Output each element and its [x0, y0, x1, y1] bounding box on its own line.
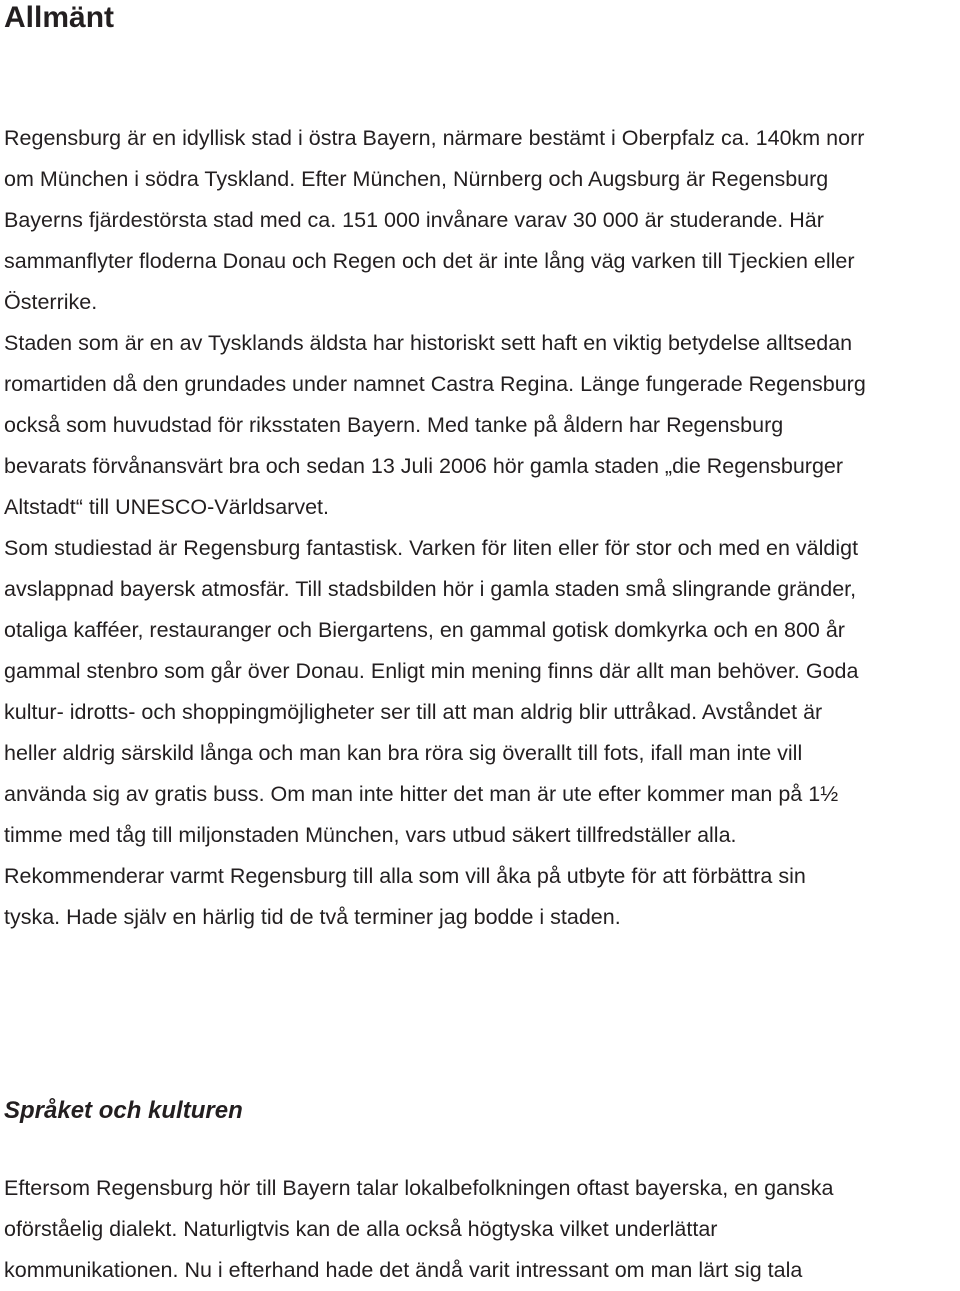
text-line: Österrike. [4, 290, 98, 314]
text-line: Altstadt“ till UNESCO-Världsarvet. [4, 495, 329, 519]
page-title: Allmänt [4, 1, 115, 34]
section-general-text [4, 118, 866, 938]
section-language-text [4, 1168, 833, 1291]
text-line: också som huvudstad för riksstaten Bayern. Med tanke på åldern har Regensburg [4, 413, 784, 437]
text-line: Regensburg är en idyllisk stad i östra Bayern, närmare bestämt i Oberpfalz ca. 140km norr [4, 126, 865, 150]
text-line: Staden som är en av Tysklands äldsta har historiskt sett haft en viktig betydelse alltsedan [4, 331, 853, 355]
section-heading-language: Språket och kulturen [4, 1097, 243, 1124]
text-line: gammal stenbro som går över Donau. Enligt min mening finns där allt man behöver. Goda [4, 659, 859, 683]
text-line: tyska. Hade själv en härlig tid de två terminer jag bodde i staden. [4, 905, 621, 929]
text-line: bevarats förvånansvärt bra och sedan 13 Juli 2006 hör gamla staden „die Regensburger [4, 454, 844, 478]
text-line: heller aldrig särskild långa och man kan bra röra sig överallt till fots, ifall man inte vill [4, 741, 803, 765]
text-line: avslappnad bayersk atmosfär. Till stadsbilden hör i gamla staden små slingrande gränder, [4, 577, 857, 601]
text-line: Eftersom Regensburg hör till Bayern talar lokalbefolkningen oftast bayerska, en ganska [4, 1176, 834, 1200]
text-line: Rekommenderar varmt Regensburg till alla som vill åka på utbyte för att förbättra sin [4, 864, 806, 888]
text-line: om München i södra Tyskland. Efter München, Nürnberg och Augsburg är Regensburg [4, 167, 829, 191]
text-line: Som studiestad är Regensburg fantastisk. Varken för liten eller för stor och med en väldigt [4, 536, 859, 560]
text-line: använda sig av gratis buss. Om man inte hitter det man är ute efter kommer man på 1½ [4, 782, 839, 806]
text-line: timme med tåg till miljonstaden München, vars utbud säkert tillfredställer alla. [4, 823, 737, 847]
text-line: kommunikationen. Nu i efterhand hade det ändå varit intressant om man lärt sig tala [4, 1258, 803, 1282]
text-line: kultur- idrotts- och shoppingmöjligheter ser till att man aldrig blir uttråkad. Avståndet är [4, 700, 823, 724]
text-line: Bayerns fjärdestörsta stad med ca. 151 000 invånare varav 30 000 är studerande. Här [4, 208, 824, 232]
text-line: romartiden då den grundades under namnet Castra Regina. Länge fungerade Regensburg [4, 372, 866, 396]
text-line: sammanflyter floderna Donau och Regen och det är inte lång väg varken till Tjeckien eller [4, 249, 855, 273]
text-line: oförståelig dialekt. Naturligtvis kan de alla också högtyska vilket underlättar [4, 1217, 718, 1241]
document-page [4, 0, 958, 1282]
text-line: otaliga kafféer, restauranger och Biergartens, en gammal gotisk domkyrka och en 800 år [4, 618, 845, 642]
